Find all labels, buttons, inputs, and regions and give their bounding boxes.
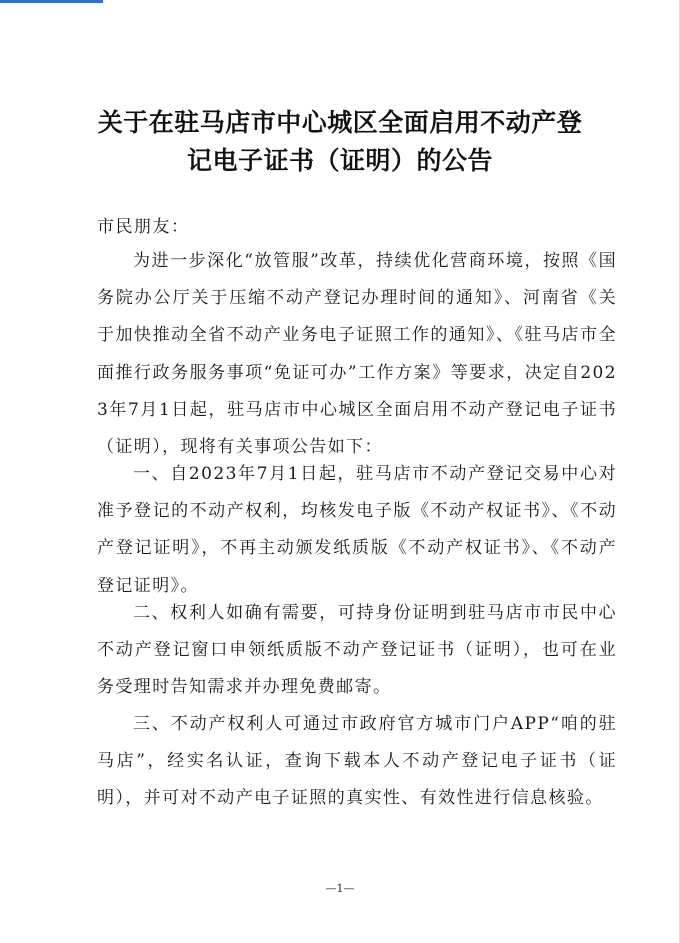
page-number: —1— <box>325 882 355 895</box>
body-paragraph-item-3: 三、不动产权利人可通过市政府官方城市门户APP“咱的驻马店”，经实名认证，查询下载本人不动产登记电子证书（证明），并可对不动产电子证照的真实性、有效性进行信息核验。 <box>97 714 617 809</box>
body-paragraph-item-2: 二、权利人如确有需要，可持身份证明到驻马店市市民中心不动产登记窗口申领纸质版不动产登记证书（证明），也可在业务受理时告知需求并办理免费邮寄。 <box>97 603 617 698</box>
selection-accent-bar <box>0 0 103 3</box>
document-title-line-2: 记电子证书（证明）的公告 <box>186 146 493 175</box>
salutation: 市民朋友： <box>97 217 190 237</box>
document-title-line-1: 关于在驻马店市中心城区全面启用不动产登 <box>97 108 583 137</box>
body-paragraph-intro: 为进一步深化“放管服”改革，持续优化营商环境，按照《国务院办公厅关于压缩不动产登记办理时间的通知》、河南省《关于加快推动全省不动产业务电子证照工作的通知》、《驻马店市全面推行政务服务事项“免证可办”工作方案》等要求，决定自2023年7月1日起，驻马店市中心城区全面启用不动产登记电子证书（证明），现将有关事项公告如下： <box>97 251 617 458</box>
body-paragraph-item-1: 一、自2023年7月1日起，驻马店市不动产登记交易中心对准予登记的不动产权利，均核发电子版《不动产权证书》、《不动产登记证明》，不再主动颁发纸质版《不动产权证书》、《不动产登记证明》。 <box>97 464 617 596</box>
